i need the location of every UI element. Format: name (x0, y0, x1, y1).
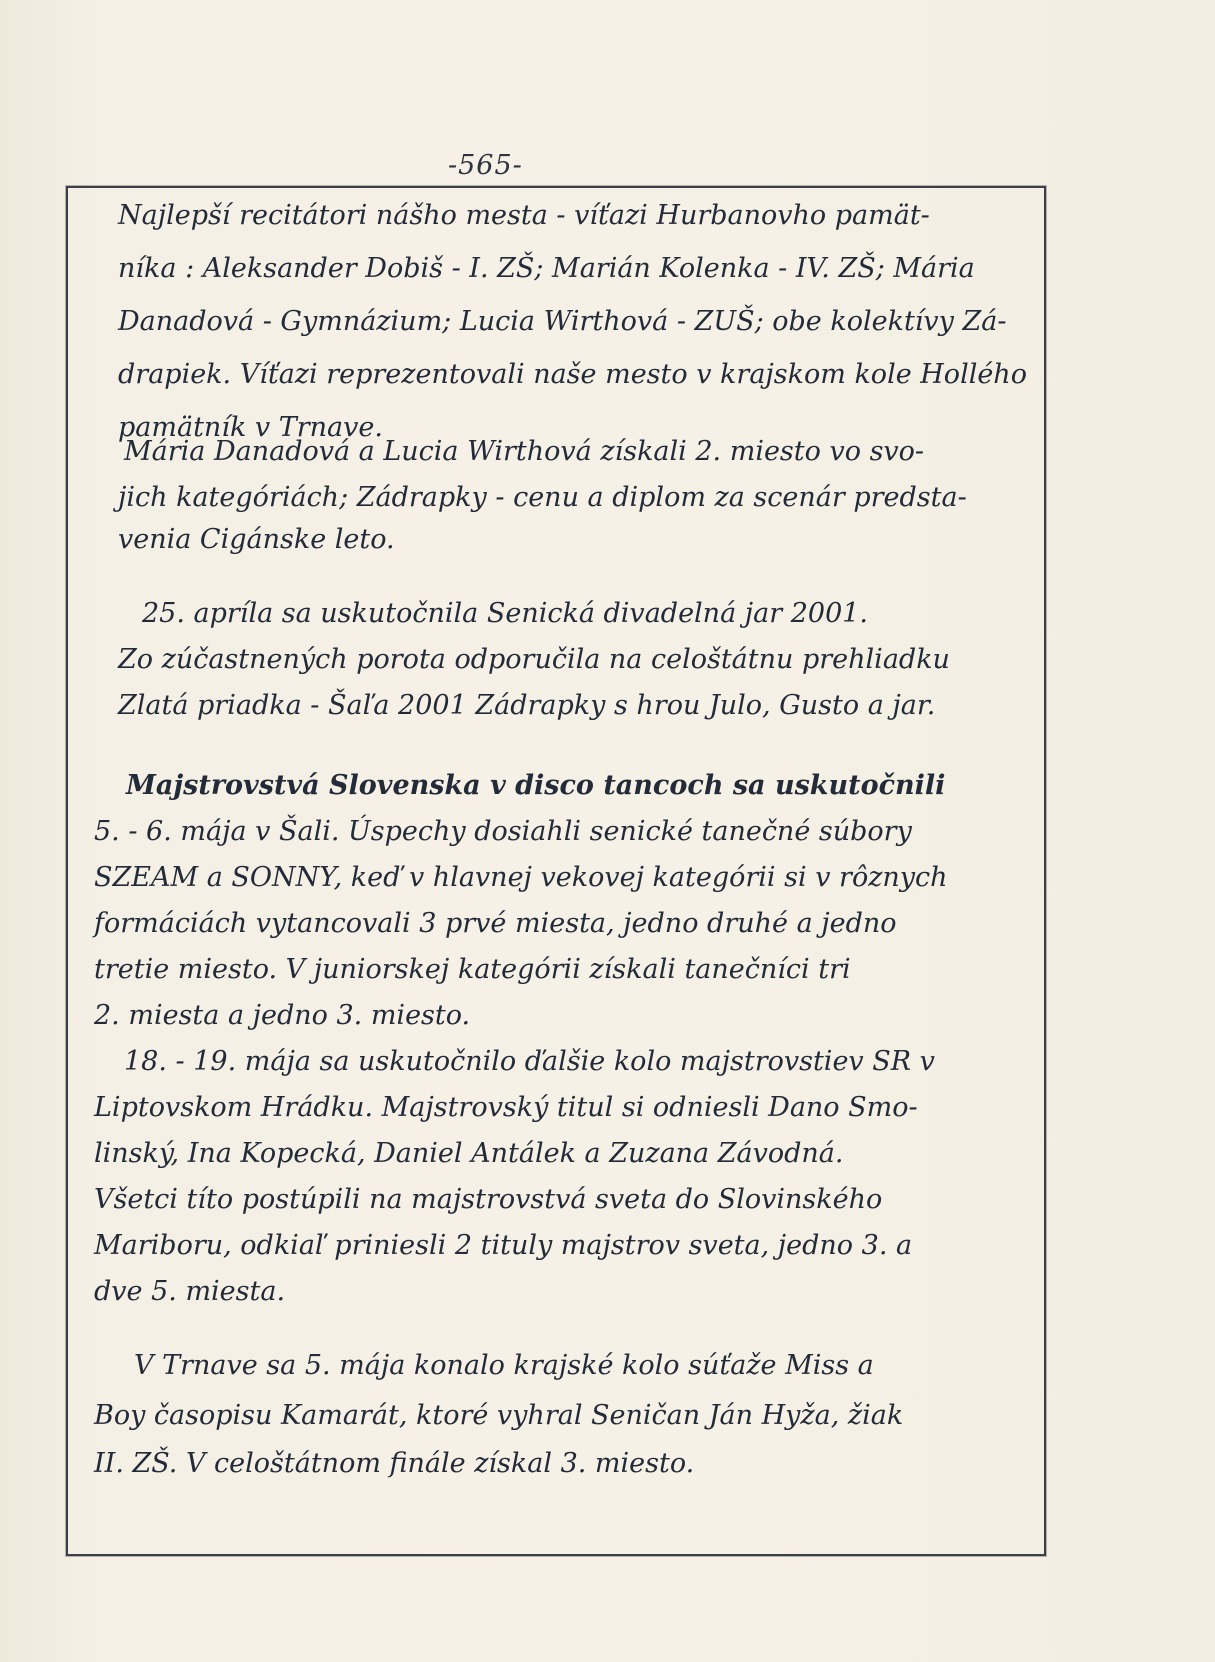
text-line: Najlepší recitátori nášho mesta - víťazi Hurbanovho pamät- (118, 200, 930, 231)
text-line: 5. - 6. mája v Šali. Úspechy dosiahli senické tanečné súbory (94, 816, 912, 847)
text-line: 2. miesta a jedno 3. miesto. (94, 1000, 471, 1031)
text-line: Mariboru, odkiaľ priniesli 2 tituly majstrov sveta, jedno 3. a (94, 1230, 913, 1261)
text-line: pamätník v Trnave. (118, 412, 383, 443)
text-line: jich kategóriách; Zádrapky - cenu a diplom za scenár predsta- (118, 482, 967, 513)
text-line: Danadová - Gymnázium; Lucia Wirthová - ZUŠ; obe kolektívy Zá- (118, 306, 1007, 337)
text-line: Zlatá priadka - Šaľa 2001 Zádrapky s hrou Julo, Gusto a jar. (118, 690, 936, 721)
text-line: linský, Ina Kopecká, Daniel Antálek a Zuzana Závodná. (94, 1138, 844, 1169)
text-line: tretie miesto. V juniorskej kategórii získali tanečníci tri (94, 954, 851, 985)
text-line: Majstrovstvá Slovenska v disco tancoch sa uskutočnili (126, 770, 946, 801)
text-line: dve 5. miesta. (94, 1276, 286, 1307)
text-line: drapiek. Víťazi reprezentovali naše mesto v krajskom kole Hollého (118, 359, 1027, 390)
text-line: formáciách vytancovali 3 prvé miesta, jedno druhé a jedno (94, 908, 897, 939)
text-line: 25. apríla sa uskutočnila Senická divadelná jar 2001. (142, 598, 869, 629)
text-line: Mária Danadová a Lucia Wirthová získali 2. miesto vo svo- (124, 436, 925, 467)
text-line: SZEAM a SONNY, keď v hlavnej vekovej kategórii si v rôznych (94, 862, 948, 893)
text-line: venia Cigánske leto. (118, 524, 395, 555)
text-line: 18. - 19. mája sa uskutočnilo ďalšie kolo majstrovstiev SR v (124, 1046, 935, 1077)
text-line: Všetci títo postúpili na majstrovstvá sveta do Slovinského (94, 1184, 883, 1215)
text-line: V Trnave sa 5. mája konalo krajské kolo súťaže Miss a (134, 1350, 874, 1381)
page-number: -565- (448, 150, 523, 181)
text-line: níka : Aleksander Dobiš - I. ZŠ; Marián Kolenka - IV. ZŠ; Mária (118, 253, 975, 284)
text-line: II. ZŠ. V celoštátnom finále získal 3. miesto. (94, 1448, 695, 1479)
text-line: Zo zúčastnených porota odporučila na celoštátnu prehliadku (118, 644, 950, 675)
text-line: Boy časopisu Kamarát, ktoré vyhral Seničan Ján Hyža, žiak (94, 1400, 904, 1431)
text-line: Liptovskom Hrádku. Majstrovský titul si odniesli Dano Smo- (94, 1092, 918, 1123)
